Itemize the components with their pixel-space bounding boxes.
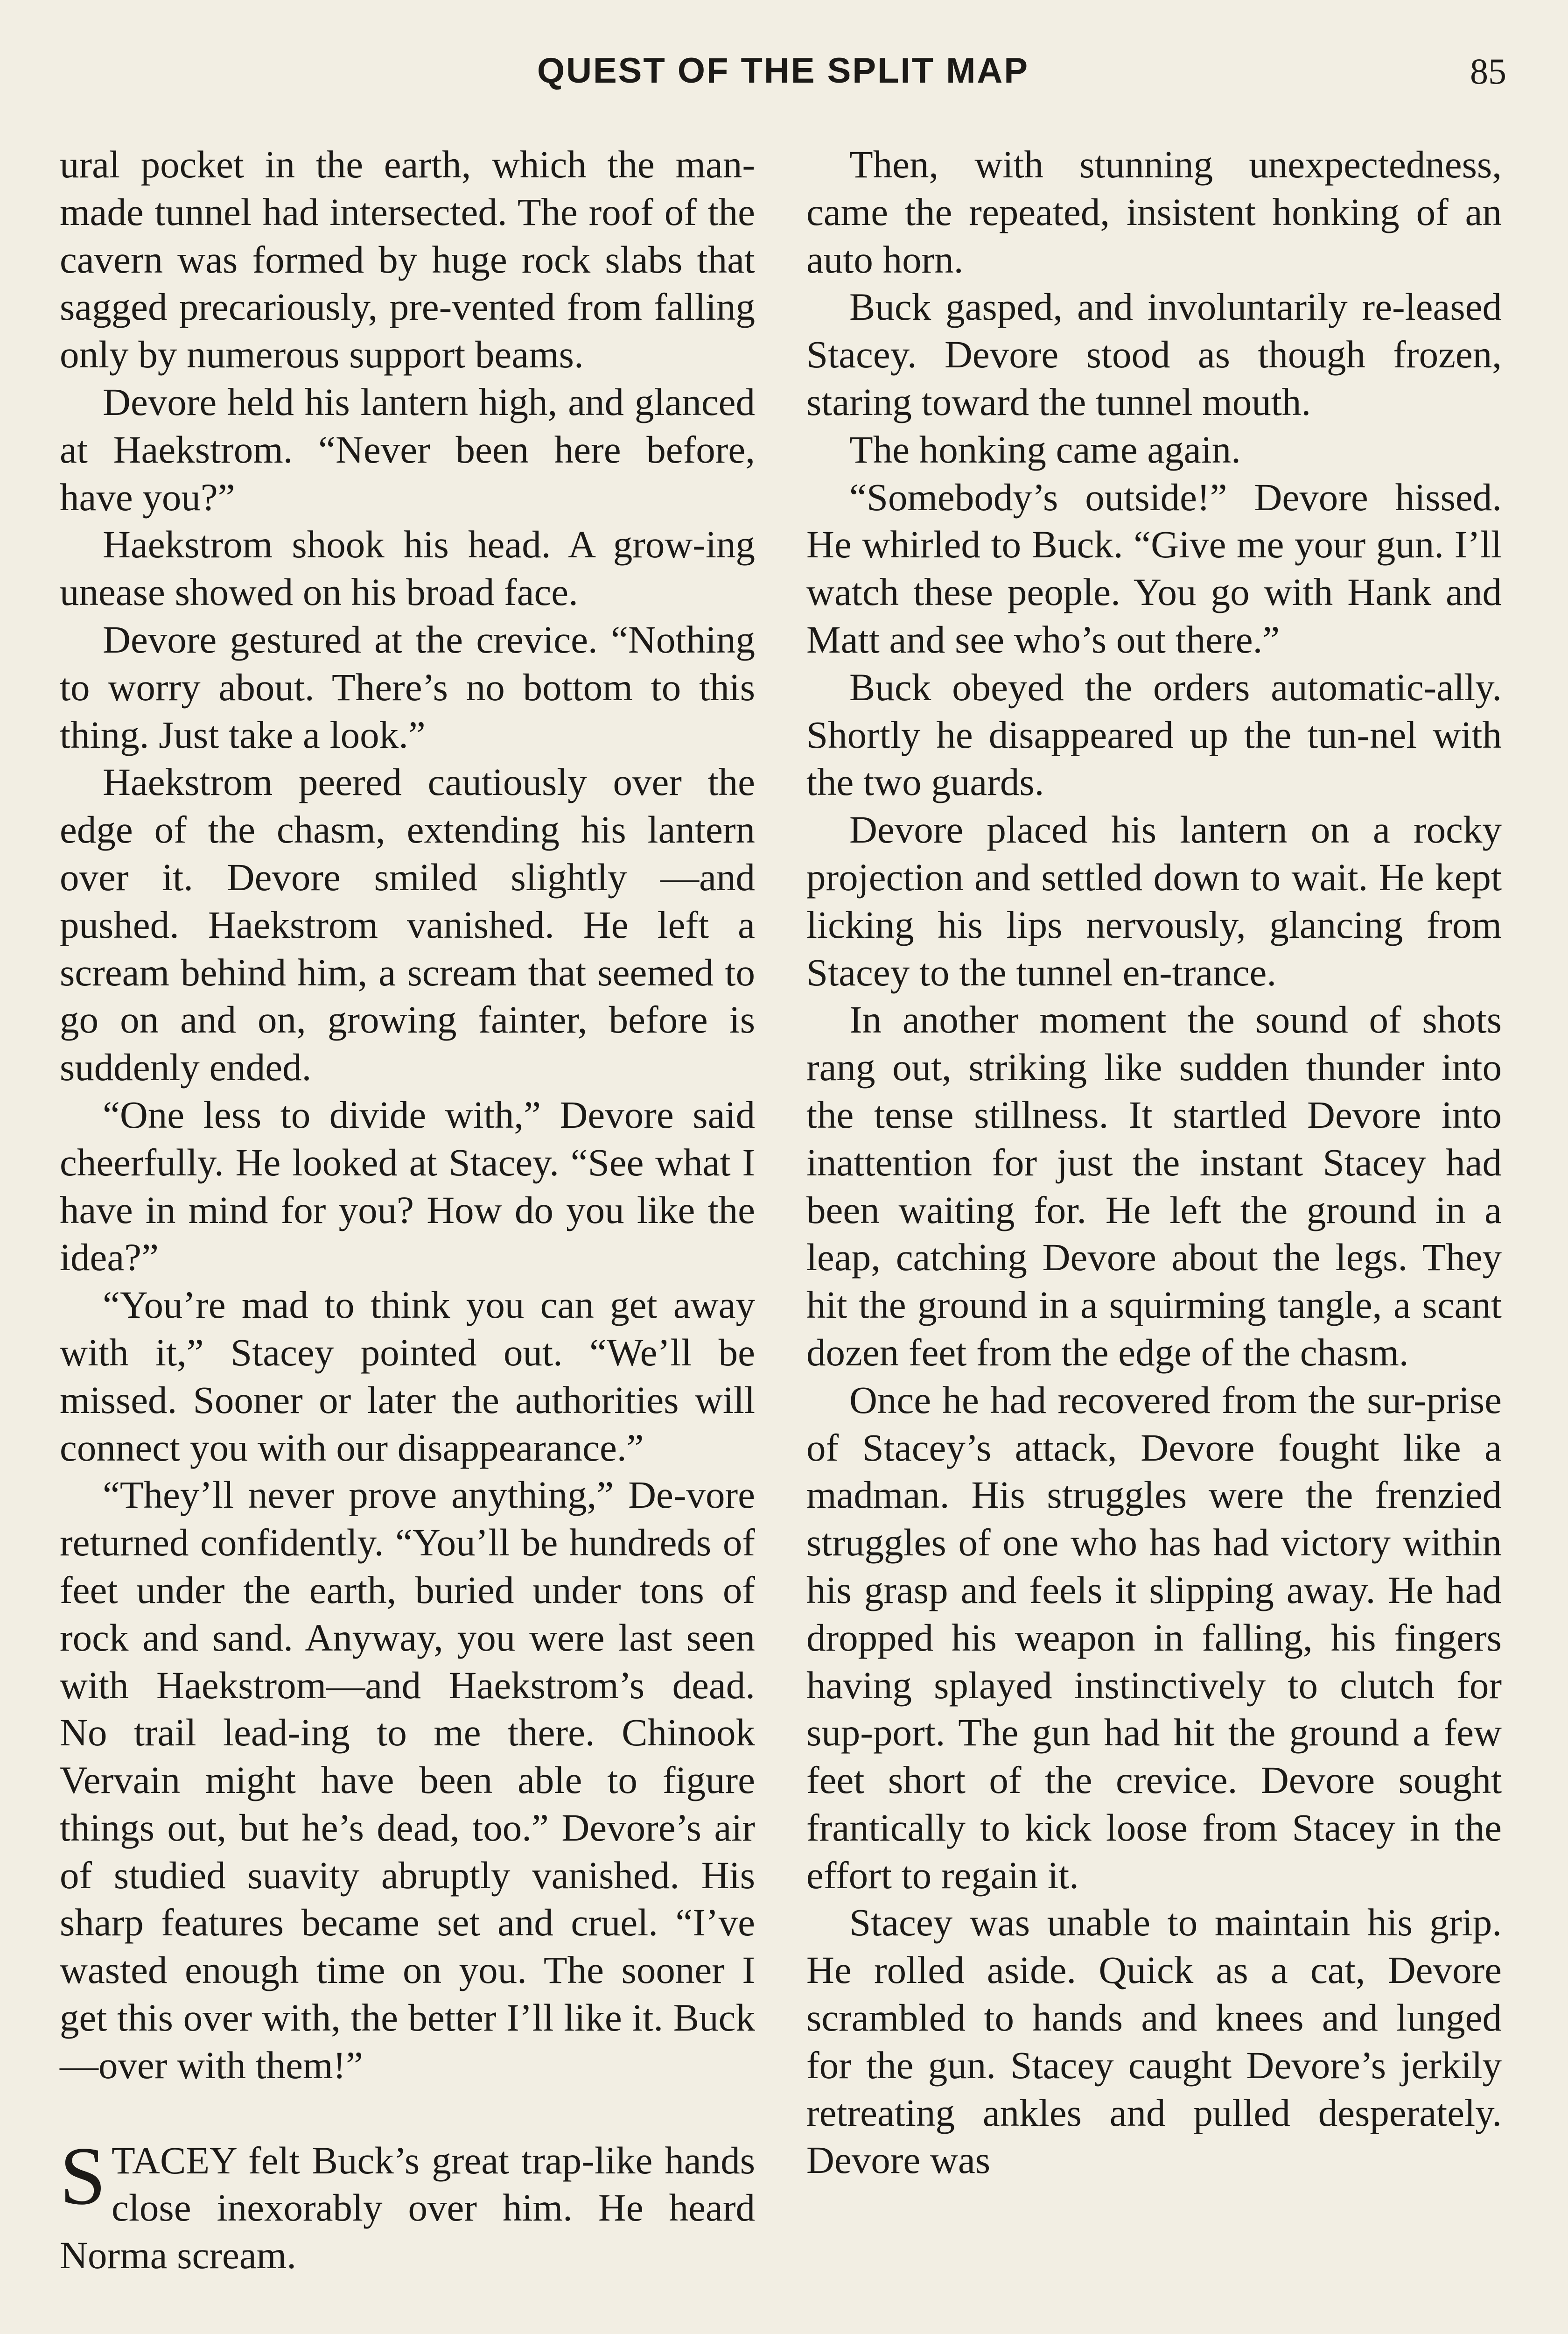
paragraph: Devore gestured at the crevice. “Nothing to worry about. There’s no bottom to this thing. Just take a look.” bbox=[60, 618, 755, 756]
paragraph: “One less to divide with,” Devore said cheerfully. He looked at Stacey. “See what I have in mind for you? How do you like the idea?” bbox=[60, 1093, 755, 1279]
paragraph: Devore held his lantern high, and glanced at Haekstrom. “Never been here before, have you?” bbox=[60, 380, 755, 519]
paragraph: Once he had recovered from the sur-prise of Stacey’s attack, Devore fought like a madman. His struggles were the frenzied struggles of one who has had victory within his grasp and feels it slipping away. He had dropped his weapon in falling, his fingers having splayed instinctively to clutch for sup-port. The gun had hit the ground a few feet short of the crevice. Devore sought frantically to kick loose from Stacey in the effort to regain it. bbox=[806, 1378, 1502, 1897]
paragraph: The honking came again. bbox=[849, 428, 1241, 471]
paragraph: In another moment the sound of shots rang out, striking like sudden thunder into the tense stillness. It startled Devore into inattention for just the instant Stacey had been waiting for. He left the ground in a leap, catching Devore about the legs. They hit the ground in a squirming tangle, a scant dozen feet from the edge of the chasm. bbox=[806, 998, 1502, 1374]
paragraph: Stacey was unable to maintain his grip. He rolled aside. Quick as a cat, Devore scrambled to hands and knees and lunged for the gun. Stacey caught Devore’s jerkily retreating ankles and pulled desperately. Devore was bbox=[806, 1901, 1502, 2182]
section-text: TACEY felt Buck’s great trap-like hands close inexorably over him. He heard Norma scream. bbox=[60, 2138, 755, 2277]
paragraph: ural pocket in the earth, which the man-made tunnel had intersected. The roof of the cavern was formed by huge rock slabs that sagged precariously, pre-vented from falling only by numerous support beams. bbox=[60, 143, 755, 376]
running-head: QUEST OF THE SPLIT MAP bbox=[537, 51, 1029, 91]
section-paragraph bbox=[60, 2129, 755, 2279]
right-column bbox=[806, 141, 1502, 2184]
page-header bbox=[60, 50, 1506, 102]
paragraph: “You’re mad to think you can get away with it,” Stacey pointed out. “We’ll be missed. Sooner or later the authorities will connect you with our disappearance.” bbox=[60, 1283, 755, 1469]
paragraph: “They’ll never prove anything,” De-vore returned confidently. “You’ll be hundreds of feet under the earth, buried under tons of rock and sand. Anyway, you were last seen with Haekstrom—and Haekstrom’s dead. No trail lead-ing to me there. Chinook Vervain might have been able to figure things out, but he’s dead, too.” Devore’s air of studied suavity abruptly vanished. His sharp features became set and cruel. “I’ve wasted enough time on you. The sooner I get this over with, the better I’ll like it. Buck—over with them!” bbox=[60, 1473, 755, 2087]
left-column bbox=[60, 141, 755, 2279]
paragraph: Buck gasped, and involuntarily re-leased Stacey. Devore stood as though frozen, staring toward the tunnel mouth. bbox=[806, 285, 1502, 423]
paragraph: Haekstrom shook his head. A grow-ing unease showed on his broad face. bbox=[60, 523, 755, 614]
paragraph: Haekstrom peered cautiously over the edge of the chasm, extending his lantern over it. Devore smiled slightly —and pushed. Haekstrom vanished. He left a scream behind him, a scream that seemed to go on and on, growing fainter, before is suddenly ended. bbox=[60, 760, 755, 1089]
paragraph: “Somebody’s outside!” Devore hissed. He whirled to Buck. “Give me your gun. I’ll watch these people. You go with Hank and Matt and see who’s out there.” bbox=[806, 475, 1502, 661]
paragraph: Buck obeyed the orders automatic-ally. Shortly he disappeared up the tun-nel with the two guards. bbox=[806, 665, 1502, 804]
page-number: 85 bbox=[1470, 51, 1506, 91]
drop-cap: S bbox=[60, 2129, 106, 2222]
paragraph: Devore placed his lantern on a rocky projection and settled down to wait. He kept licking his lips nervously, glancing from Stacey to the tunnel en-trance. bbox=[806, 808, 1502, 994]
paragraph: Then, with stunning unexpectedness, came the repeated, insistent honking of an auto horn. bbox=[806, 143, 1502, 281]
